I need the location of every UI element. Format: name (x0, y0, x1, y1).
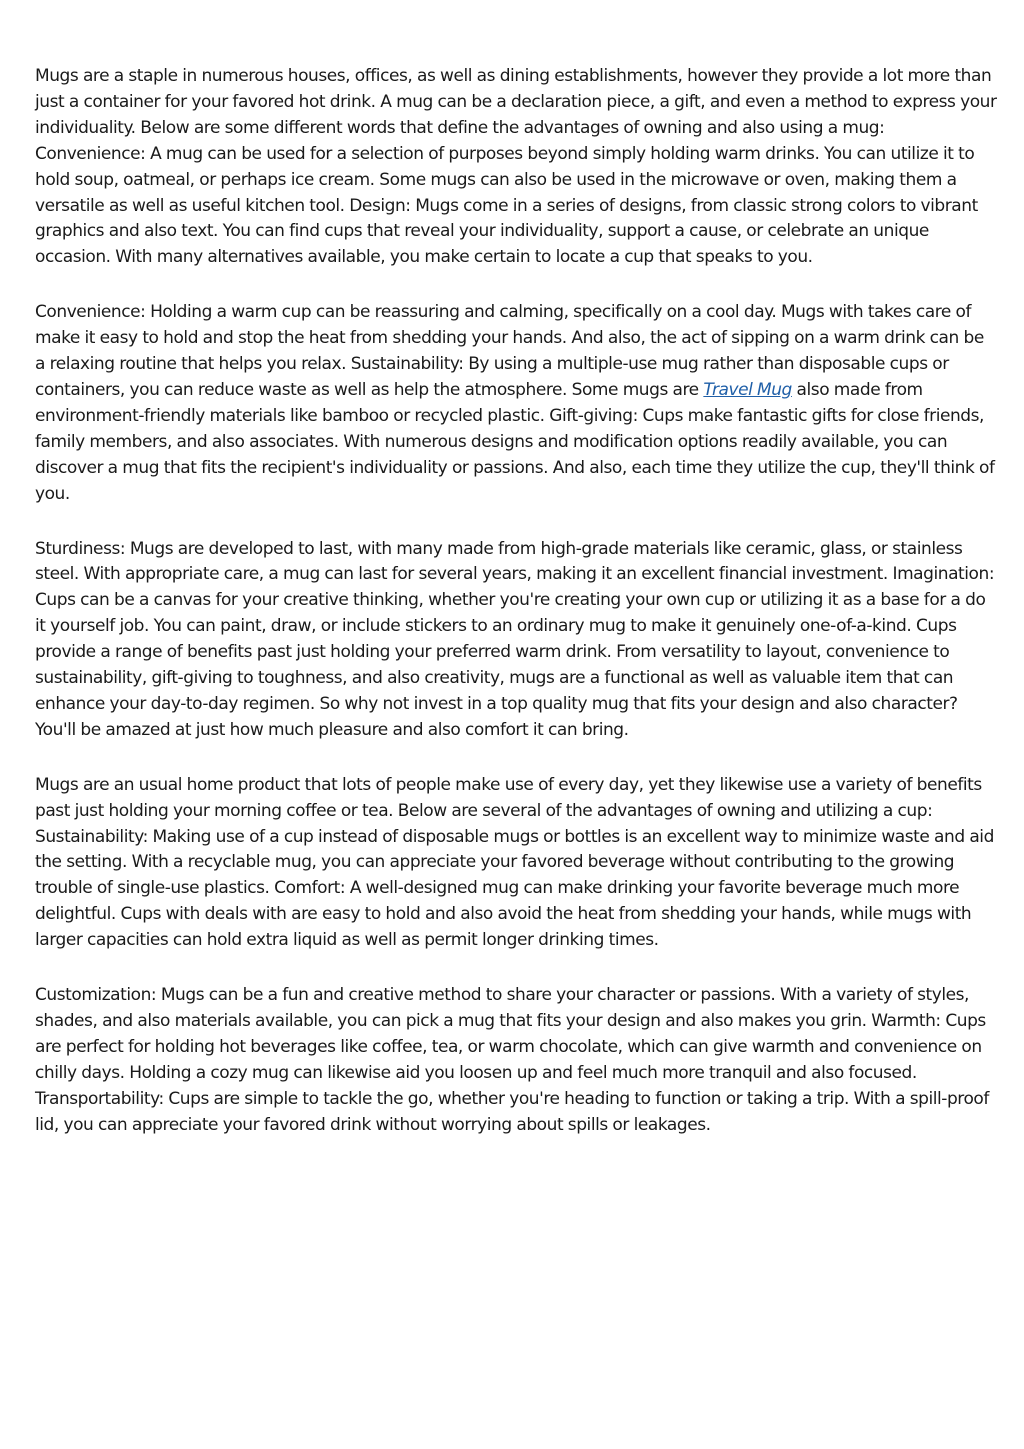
travel-mug-link[interactable]: Travel Mug (703, 379, 792, 400)
paragraph-4: Mugs are an usual home product that lots of people make use of every day, yet they likewise use a variety of benefits past just holding your morning coffee or tea. Below are several of the advantages of owning and utilizing a cup: Sustainability: Making use of a cup instead of disposable mugs or bottles is an excellent way to minimize waste and aid the setting. With a recyclable mug, you can appreciate your favored beverage without contributing to the growing trouble of single-use plastics. Comfort: A well-designed mug can make drinking your favorite beverage much more delightful. Cups with deals with are easy to hold and also avoid the heat from shedding your hands, while mugs with larger capacities can hold extra liquid as well as permit longer drinking times. (35, 774, 994, 951)
paragraph-2-text-after-link: also made from environment-friendly materials like bamboo or recycled plastic. Gift-giving: Cups make fantastic gifts for close friends, family members, and also associates. With numerous designs and modification options readily available, you can discover a mug that fits the recipient's individuality or passions. And also, each time they utilize the cup, they'll think of you. (35, 379, 995, 504)
paragraph-5: Customization: Mugs can be a fun and creative method to share your character or passions. With a variety of styles, shades, and also materials available, you can pick a mug that fits your design and also makes you grin. Warmth: Cups are perfect for holding hot beverages like coffee, tea, or warm chocolate, which can give warmth and convenience on chilly days. Holding a cozy mug can likewise aid you loosen up and feel much more tranquil and also focused. Transportability: Cups are simple to tackle the go, whether you're heading to function or taking a trip. With a spill-proof lid, you can appreciate your favored drink without worrying about spills or leakages. (35, 985, 989, 1135)
document-body (35, 64, 997, 1168)
paragraph-2-text-before-link: Convenience: Holding a warm cup can be reassuring and calming, specifically on a cool day. Mugs with takes care of make it easy to hold and stop the heat from shedding your hands. And also, the act of sipping on a warm drink can be a relaxing routine that helps you relax. Sustainability: By using a multiple-use mug rather than disposable cups or containers, you can reduce waste as well as help the atmosphere. Some mugs are (35, 302, 984, 400)
paragraph-3: Sturdiness: Mugs are developed to last, with many made from high-grade materials like ceramic, glass, or stainless steel. With appropriate care, a mug can last for several years, making it an excellent financial investment. Imagination: Cups can be a canvas for your creative thinking, whether you're creating your own cup or utilizing it as a base for a do it yourself job. You can paint, draw, or include stickers to an ordinary mug to make it genuinely one-of-a-kind. Cups provide a range of benefits past just holding your preferred warm drink. From versatility to layout, convenience to sustainability, gift-giving to toughness, and also creativity, mugs are a functional as well as valuable item that can enhance your day-to-day regimen. So why not invest in a top quality mug that fits your design and also character? You'll be amazed at just how much pleasure and also comfort it can bring. (35, 538, 995, 740)
paragraph-1: Mugs are a staple in numerous houses, offices, as well as dining establishments, however they provide a lot more than just a container for your favored hot drink. A mug can be a declaration piece, a gift, and even a method to express your individuality. Below are some different words that define the advantages of owning and also using a mug: Convenience: A mug can be used for a selection of purposes beyond simply holding warm drinks. You can utilize it to hold soup, oatmeal, or perhaps ice cream. Some mugs can also be used in the microwave or oven, making them a versatile as well as useful kitchen tool. Design: Mugs come in a series of designs, from classic strong colors to vibrant graphics and also text. You can find cups that reveal your individuality, support a cause, or celebrate an unique occasion. With many alternatives available, you make certain to locate a cup that speaks to you. (35, 66, 997, 268)
paragraph-2 (35, 300, 997, 507)
